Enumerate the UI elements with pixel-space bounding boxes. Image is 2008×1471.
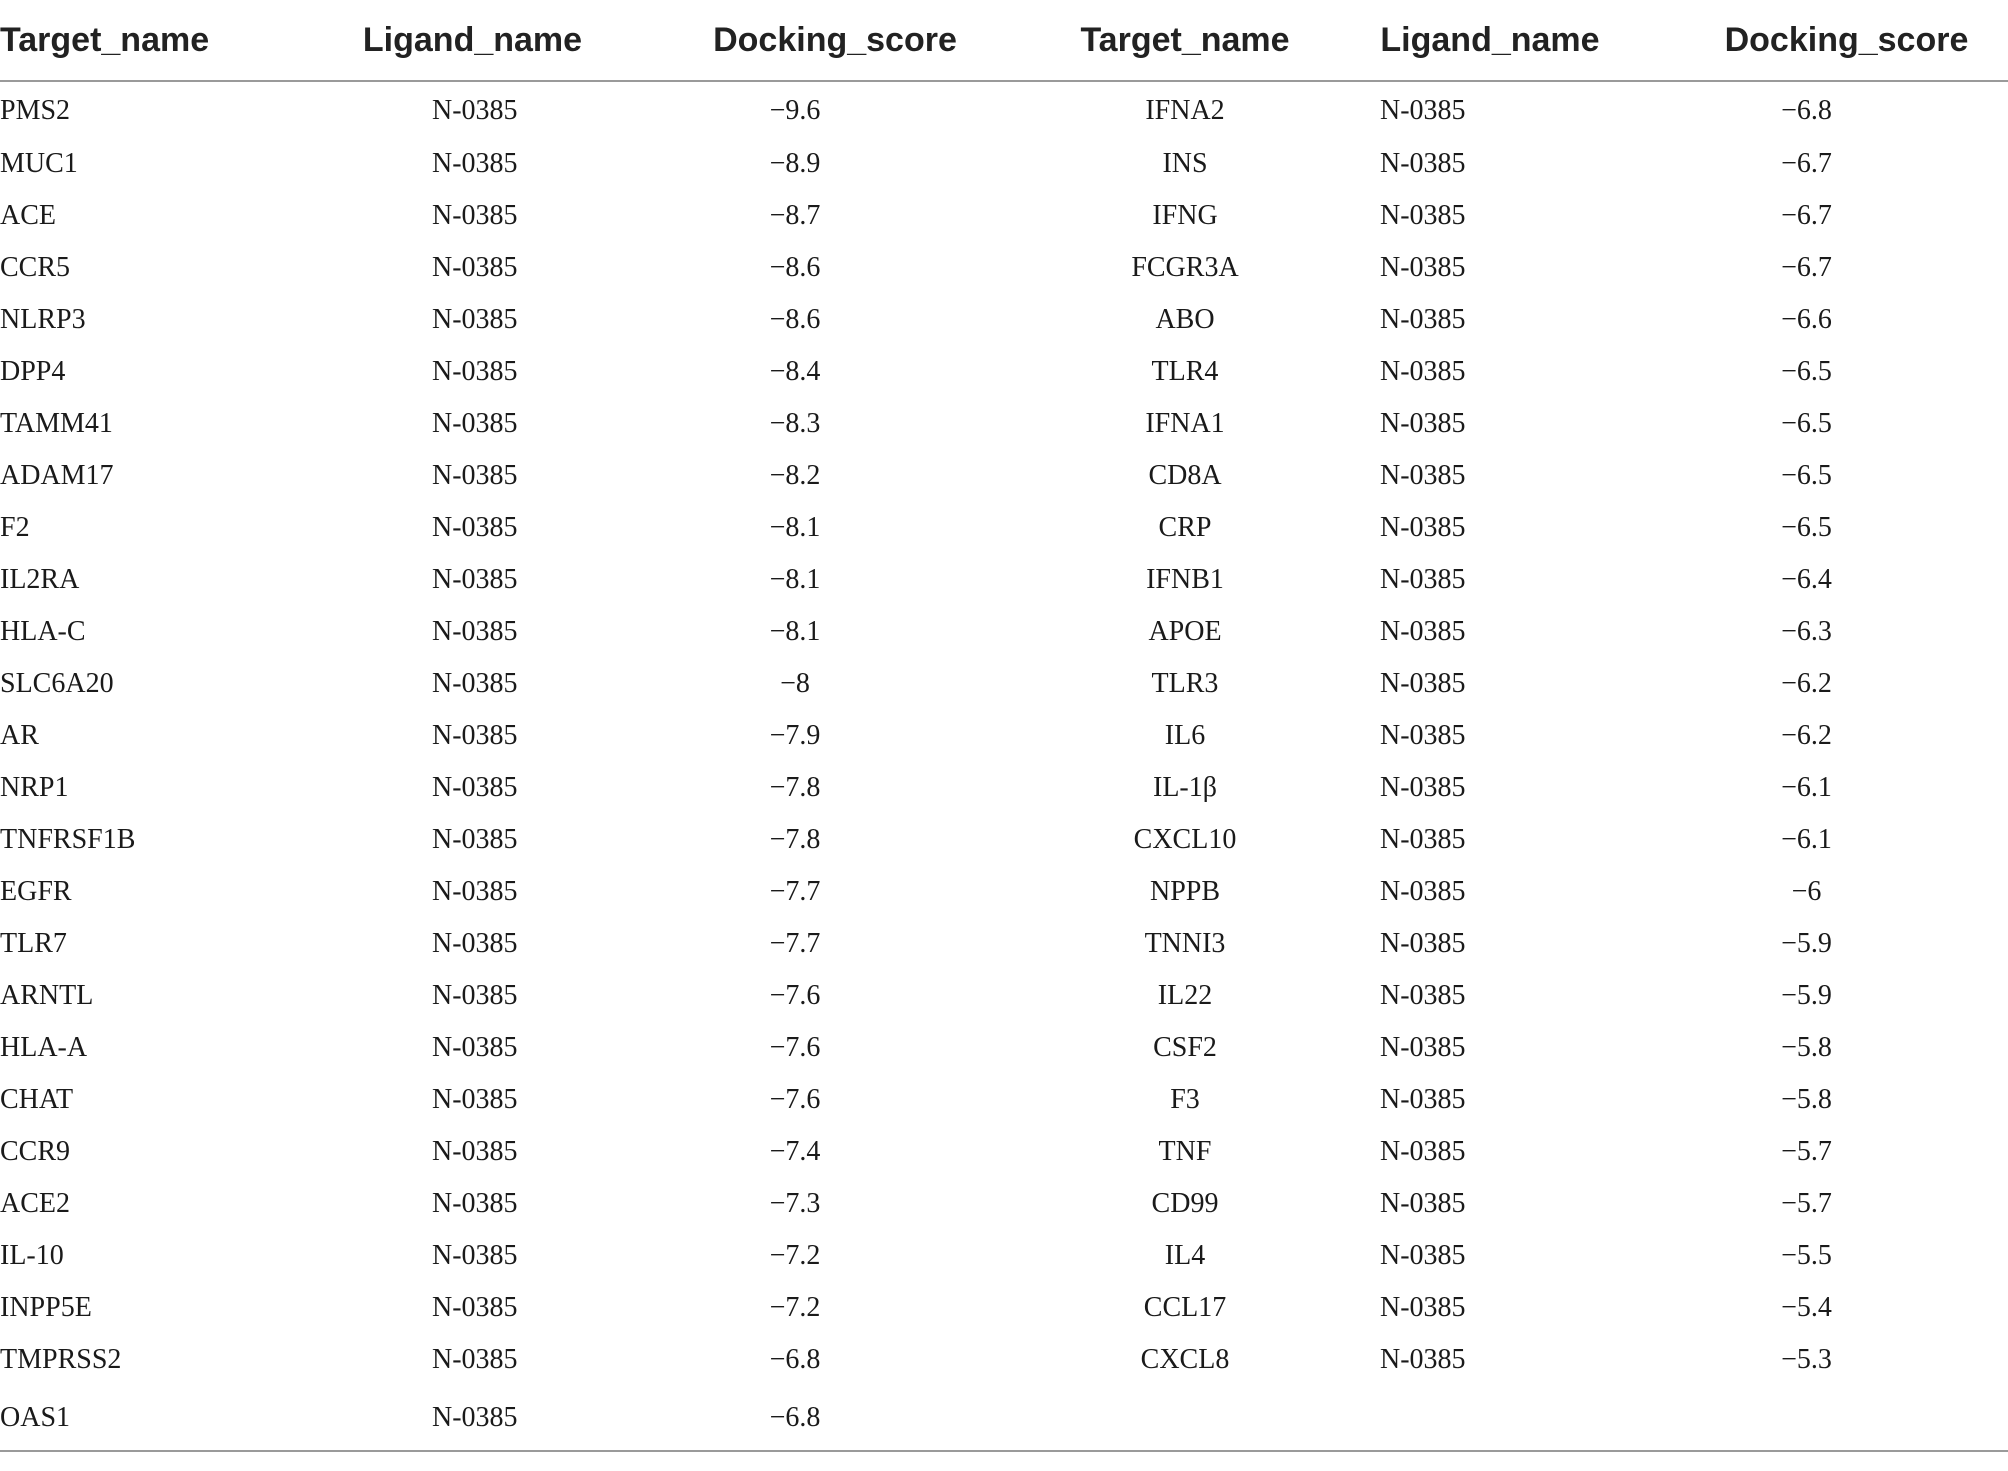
- target-name-cell-left: HLA-A: [0, 1032, 88, 1063]
- target-name-cell-right: IL-1β: [1153, 772, 1217, 803]
- docking-score-cell-right: −6: [1791, 876, 1822, 907]
- table-row: [0, 242, 2008, 294]
- ligand-name-cell-left: N-0385: [432, 1292, 518, 1323]
- header-ligand-name-left: Ligand_name: [350, 0, 595, 81]
- ligand-name-cell-right: N-0385: [1380, 720, 1466, 751]
- target-name-cell-right: TNF: [1158, 1136, 1212, 1167]
- target-name-cell-left: CCR9: [0, 1136, 71, 1167]
- table-header: [0, 0, 2008, 81]
- docking-score-cell-left: −8.1: [769, 616, 821, 647]
- table-row: [0, 1282, 2008, 1334]
- ligand-name-cell-left: N-0385: [432, 252, 518, 283]
- ligand-name-cell-right: N-0385: [1380, 460, 1466, 491]
- docking-score-cell-right: −6.5: [1781, 356, 1832, 387]
- table-row: [0, 918, 2008, 970]
- ligand-name-cell-left: N-0385: [432, 772, 518, 803]
- table-row: [0, 970, 2008, 1022]
- target-name-cell-right: CXCL8: [1140, 1344, 1230, 1375]
- target-name-cell-right: CD99: [1151, 1188, 1219, 1219]
- table-row: [0, 450, 2008, 502]
- target-name-cell-left: MUC1: [0, 148, 78, 179]
- ligand-name-cell-left: N-0385: [432, 200, 518, 231]
- docking-score-cell-right: −6.2: [1781, 720, 1832, 751]
- ligand-name-cell-right: N-0385: [1380, 928, 1466, 959]
- target-name-cell-right: INS: [1162, 148, 1208, 179]
- ligand-name-cell-left: N-0385: [432, 824, 518, 855]
- target-name-cell-right: ABO: [1155, 304, 1215, 335]
- target-name-cell-left: NLRP3: [0, 304, 86, 335]
- docking-score-cell-left: −8.3: [769, 408, 821, 439]
- table-row: [0, 346, 2008, 398]
- target-name-cell-right: TLR4: [1151, 356, 1219, 387]
- ligand-name-cell-left: N-0385: [432, 1344, 518, 1375]
- docking-score-cell-left: −8.2: [769, 460, 821, 491]
- ligand-name-cell-left: N-0385: [432, 356, 518, 387]
- target-name-cell-right: TNNI3: [1144, 928, 1226, 959]
- docking-score-cell-right: −6.5: [1781, 408, 1832, 439]
- target-name-cell-left: IL2RA: [0, 564, 80, 595]
- target-name-cell-left: NRP1: [0, 772, 69, 803]
- ligand-name-cell-left: N-0385: [432, 1240, 518, 1271]
- docking-score-cell-right: −6.6: [1781, 304, 1832, 335]
- table-row: [0, 502, 2008, 554]
- docking-score-cell-left: −7.2: [769, 1240, 821, 1271]
- table-row: [0, 1386, 2008, 1451]
- docking-score-cell-left: −6.8: [595, 1386, 1075, 1451]
- docking-score-cell-right: −5.9: [1781, 928, 1832, 959]
- docking-score-cell-right: −5.5: [1781, 1240, 1832, 1271]
- ligand-name-cell-left: N-0385: [432, 1136, 518, 1167]
- target-name-cell-left: SLC6A20: [0, 668, 114, 699]
- docking-score-cell-right: −6.5: [1781, 460, 1832, 491]
- target-name-cell-left: EGFR: [0, 876, 72, 907]
- table-row: [0, 606, 2008, 658]
- target-name-cell-right: IFNA1: [1145, 408, 1225, 439]
- table-row: [0, 1126, 2008, 1178]
- docking-score-cell-left: −7.6: [769, 1084, 821, 1115]
- target-name-cell-left: INPP5E: [0, 1292, 92, 1323]
- header-target-name-left: Target_name: [0, 0, 350, 81]
- ligand-name-cell-right: N-0385: [1380, 1136, 1466, 1167]
- target-name-cell-right: [1075, 1386, 1295, 1451]
- docking-score-cell-right: −5.8: [1781, 1032, 1832, 1063]
- ligand-name-cell-right: N-0385: [1380, 408, 1466, 439]
- target-name-cell-left: IL-10: [0, 1240, 64, 1271]
- target-name-cell-left: HLA-C: [0, 616, 86, 647]
- ligand-name-cell-right: N-0385: [1380, 876, 1466, 907]
- docking-score-cell-right: −5.3: [1781, 1344, 1832, 1375]
- ligand-name-cell-right: N-0385: [1380, 304, 1466, 335]
- ligand-name-cell-right: N-0385: [1380, 1032, 1466, 1063]
- docking-score-cell-left: −7.7: [769, 928, 821, 959]
- target-name-cell-right: CCL17: [1143, 1292, 1227, 1323]
- docking-score-cell-left: −7.3: [769, 1188, 821, 1219]
- docking-score-cell-right: −6.3: [1781, 616, 1832, 647]
- ligand-name-cell-right: N-0385: [1380, 356, 1466, 387]
- docking-score-cell-left: −8.1: [769, 512, 821, 543]
- ligand-name-cell-right: N-0385: [1380, 564, 1466, 595]
- ligand-name-cell-right: N-0385: [1380, 616, 1466, 647]
- target-name-cell-left: CCR5: [0, 252, 71, 283]
- ligand-name-cell-right: [1295, 1386, 1685, 1451]
- table-row: [0, 814, 2008, 866]
- header-docking-score-left: Docking_score: [595, 0, 1075, 81]
- target-name-cell-right: IFNG: [1152, 200, 1218, 231]
- docking-score-cell-left: −7.4: [769, 1136, 821, 1167]
- ligand-name-cell-right: N-0385: [1380, 252, 1466, 283]
- docking-score-cell-right: [1685, 1386, 2008, 1451]
- ligand-name-cell-left: N-0385: [432, 408, 518, 439]
- docking-score-cell-right: −6.7: [1781, 200, 1832, 231]
- ligand-name-cell-right: N-0385: [1380, 1344, 1466, 1375]
- ligand-name-cell-right: N-0385: [1380, 148, 1466, 179]
- docking-score-cell-left: −9.6: [769, 95, 821, 126]
- docking-score-cell-left: −8.1: [769, 564, 821, 595]
- ligand-name-cell-right: N-0385: [1380, 512, 1466, 543]
- ligand-name-cell-right: N-0385: [1380, 1084, 1466, 1115]
- ligand-name-cell-right: N-0385: [1380, 1240, 1466, 1271]
- target-name-cell-left: ARNTL: [0, 980, 94, 1011]
- target-name-cell-left: TAMM41: [0, 408, 113, 439]
- ligand-name-cell-left: N-0385: [432, 1188, 518, 1219]
- table-row: [0, 1230, 2008, 1282]
- docking-score-cell-right: −6.1: [1781, 772, 1832, 803]
- docking-score-cell-left: −8.4: [769, 356, 821, 387]
- docking-score-cell-left: −7.9: [769, 720, 821, 751]
- target-name-cell-right: IFNA2: [1145, 95, 1225, 126]
- table-row: [0, 1334, 2008, 1386]
- ligand-name-cell-left: N-0385: [432, 512, 518, 543]
- ligand-name-cell-right: N-0385: [1380, 95, 1466, 126]
- target-name-cell-right: NPPB: [1149, 876, 1221, 907]
- docking-score-cell-right: −5.8: [1781, 1084, 1832, 1115]
- table-row: [0, 398, 2008, 450]
- table-row: [0, 138, 2008, 190]
- target-name-cell-right: FCGR3A: [1131, 252, 1239, 283]
- table-body: [0, 81, 2008, 1451]
- docking-score-cell-right: −6.7: [1781, 148, 1832, 179]
- header-row: [0, 0, 2008, 81]
- docking-score-cell-left: −7.8: [769, 772, 821, 803]
- target-name-cell-left: CHAT: [0, 1084, 74, 1115]
- table-row: [0, 81, 2008, 138]
- table-row: [0, 294, 2008, 346]
- target-name-cell-left: TMPRSS2: [0, 1344, 122, 1375]
- docking-score-cell-right: −5.9: [1781, 980, 1832, 1011]
- docking-score-cell-left: −7.6: [769, 980, 821, 1011]
- docking-score-cell-right: −6.5: [1781, 512, 1832, 543]
- target-name-cell-right: IL4: [1164, 1240, 1206, 1271]
- target-name-cell-left: PMS2: [0, 95, 71, 126]
- target-name-cell-left: TNFRSF1B: [0, 824, 136, 855]
- target-name-cell-right: CD8A: [1148, 460, 1222, 491]
- ligand-name-cell-left: N-0385: [432, 460, 518, 491]
- header-ligand-name-right: Ligand_name: [1295, 0, 1685, 81]
- table-row: [0, 1178, 2008, 1230]
- target-name-cell-right: F3: [1170, 1084, 1200, 1115]
- table-row: [0, 866, 2008, 918]
- docking-score-cell-left: −7.6: [769, 1032, 821, 1063]
- ligand-name-cell-left: N-0385: [432, 668, 518, 699]
- docking-score-cell-right: −6.1: [1781, 824, 1832, 855]
- ligand-name-cell-left: N-0385: [432, 1084, 518, 1115]
- docking-score-cell-left: −8.7: [769, 200, 821, 231]
- ligand-name-cell-left: N-0385: [432, 928, 518, 959]
- target-name-cell-right: TLR3: [1151, 668, 1219, 699]
- docking-score-cell-right: −5.7: [1781, 1188, 1832, 1219]
- target-name-cell-left: ACE2: [0, 1188, 70, 1219]
- target-name-cell-right: CSF2: [1153, 1032, 1217, 1063]
- docking-score-cell-left: −8.9: [769, 148, 821, 179]
- ligand-name-cell-right: N-0385: [1380, 200, 1466, 231]
- ligand-name-cell-right: N-0385: [1380, 1188, 1466, 1219]
- target-name-cell-left: F2: [0, 512, 30, 543]
- target-name-cell-right: IFNB1: [1146, 564, 1224, 595]
- header-docking-score-right: Docking_score: [1685, 0, 2008, 81]
- table-row: [0, 762, 2008, 814]
- target-name-cell-left: TLR7: [0, 928, 67, 959]
- docking-score-cell-right: −5.4: [1781, 1292, 1832, 1323]
- ligand-name-cell-right: N-0385: [1380, 668, 1466, 699]
- table-row: [0, 1074, 2008, 1126]
- ligand-name-cell-right: N-0385: [1380, 980, 1466, 1011]
- table-row: [0, 710, 2008, 762]
- ligand-name-cell-right: N-0385: [1380, 1292, 1466, 1323]
- target-name-cell-left: ACE: [0, 200, 56, 231]
- docking-score-cell-left: −8.6: [769, 252, 821, 283]
- ligand-name-cell-left: N-0385: [432, 616, 518, 647]
- target-name-cell-left: DPP4: [0, 356, 66, 387]
- target-name-cell-right: CXCL10: [1133, 824, 1237, 855]
- target-name-cell-right: IL22: [1157, 980, 1213, 1011]
- ligand-name-cell-left: N-0385: [432, 720, 518, 751]
- ligand-name-cell-left: N-0385: [350, 1386, 595, 1451]
- target-name-cell-right: APOE: [1148, 616, 1222, 647]
- ligand-name-cell-right: N-0385: [1380, 772, 1466, 803]
- ligand-name-cell-left: N-0385: [432, 564, 518, 595]
- table-row: [0, 190, 2008, 242]
- ligand-name-cell-left: N-0385: [432, 876, 518, 907]
- ligand-name-cell-left: N-0385: [432, 95, 518, 126]
- docking-score-cell-left: −7.8: [769, 824, 821, 855]
- docking-score-cell-right: −5.7: [1781, 1136, 1832, 1167]
- docking-score-cell-left: −7.7: [769, 876, 821, 907]
- target-name-cell-left: AR: [0, 720, 39, 751]
- ligand-name-cell-left: N-0385: [432, 148, 518, 179]
- target-name-cell-left: OAS1: [0, 1386, 350, 1451]
- header-target-name-right: Target_name: [1075, 0, 1295, 81]
- target-name-cell-left: ADAM17: [0, 460, 114, 491]
- docking-score-cell-right: −6.8: [1781, 95, 1832, 126]
- ligand-name-cell-left: N-0385: [432, 980, 518, 1011]
- ligand-name-cell-right: N-0385: [1380, 824, 1466, 855]
- ligand-name-cell-left: N-0385: [432, 304, 518, 335]
- table-row: [0, 658, 2008, 710]
- docking-score-cell-left: −7.2: [769, 1292, 821, 1323]
- ligand-name-cell-left: N-0385: [432, 1032, 518, 1063]
- docking-score-cell-left: −8.6: [769, 304, 821, 335]
- table-row: [0, 554, 2008, 606]
- target-name-cell-right: IL6: [1164, 720, 1206, 751]
- docking-score-cell-left: −6.8: [769, 1344, 821, 1375]
- docking-score-cell-right: −6.2: [1781, 668, 1832, 699]
- docking-score-cell-left: −8: [780, 668, 810, 699]
- target-name-cell-right: CRP: [1158, 512, 1212, 543]
- docking-score-cell-right: −6.7: [1781, 252, 1832, 283]
- docking-score-cell-right: −6.4: [1781, 564, 1832, 595]
- table-row: [0, 1022, 2008, 1074]
